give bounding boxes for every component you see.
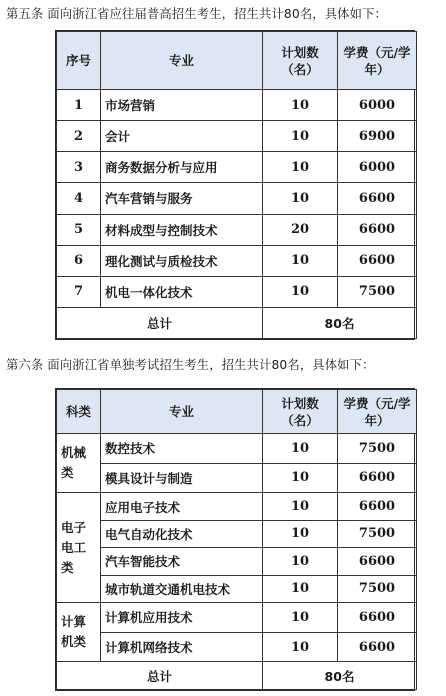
tuition-fee: 7500 <box>338 276 417 307</box>
total-row <box>57 307 417 338</box>
major-name: 市场营销 <box>101 90 263 121</box>
column-header-plan: 计划数（名） <box>263 32 338 90</box>
table-row <box>57 245 417 276</box>
row-number: 7 <box>57 276 101 307</box>
total-value: 80名 <box>263 662 417 690</box>
tuition-fee: 6600 <box>338 632 417 662</box>
major-name: 会计 <box>101 121 263 152</box>
column-header-no: 序号 <box>57 32 101 90</box>
tuition-fee: 6600 <box>338 183 417 214</box>
plan-count: 10 <box>263 121 338 152</box>
category-name: 电子电工类 <box>57 493 101 603</box>
major-name: 材料成型与控制技术 <box>101 214 263 245</box>
column-header-fee: 学费（元/学年） <box>338 390 417 434</box>
table-row <box>57 183 417 214</box>
table-row <box>57 90 417 121</box>
plan-count: 10 <box>263 520 338 547</box>
tuition-fee: 6600 <box>338 214 417 245</box>
major-name: 应用电子技术 <box>101 493 263 520</box>
plan-count: 10 <box>263 90 338 121</box>
total-label: 总计 <box>57 307 263 338</box>
plan-count: 20 <box>263 214 338 245</box>
column-header-major: 专业 <box>101 390 263 434</box>
tuition-fee: 6600 <box>338 245 417 276</box>
major-name: 数控技术 <box>101 434 263 464</box>
section6-table <box>55 388 415 691</box>
total-label: 总计 <box>57 662 263 690</box>
table-row <box>57 548 417 575</box>
table-row <box>57 575 417 602</box>
table-row <box>57 121 417 152</box>
total-value: 80名 <box>263 307 417 338</box>
table-row <box>57 632 417 662</box>
major-name: 理化测试与质检技术 <box>101 245 263 276</box>
plan-count: 10 <box>263 548 338 575</box>
table-row <box>57 152 417 183</box>
tuition-fee: 7500 <box>338 434 417 464</box>
plan-count: 10 <box>263 183 338 214</box>
major-name: 计算机应用技术 <box>101 603 263 633</box>
row-number: 2 <box>57 121 101 152</box>
row-number: 3 <box>57 152 101 183</box>
tuition-fee: 6600 <box>338 463 417 493</box>
major-name: 汽车营销与服务 <box>101 183 263 214</box>
table-row <box>57 520 417 547</box>
tuition-fee: 6000 <box>338 152 417 183</box>
row-number: 5 <box>57 214 101 245</box>
plan-count: 10 <box>263 603 338 633</box>
total-row <box>57 662 417 690</box>
tuition-fee: 6900 <box>338 121 417 152</box>
column-header-category: 科类 <box>57 390 101 434</box>
table-row <box>57 434 417 464</box>
major-name: 商务数据分析与应用 <box>101 152 263 183</box>
table-row <box>57 276 417 307</box>
row-number: 6 <box>57 245 101 276</box>
category-name: 计算机类 <box>57 603 101 662</box>
tuition-fee: 6600 <box>338 493 417 520</box>
plan-count: 10 <box>263 575 338 602</box>
plan-count: 10 <box>263 493 338 520</box>
table-row <box>57 463 417 493</box>
column-header-fee: 学费（元/学年） <box>338 32 417 90</box>
category-name: 机械类 <box>57 434 101 493</box>
row-number: 4 <box>57 183 101 214</box>
row-number: 1 <box>57 90 101 121</box>
section6-heading: 第六条 面向浙江省单独考试招生考生，招生共计80名，具体如下： <box>6 358 375 372</box>
tuition-fee: 6600 <box>338 603 417 633</box>
plan-count: 10 <box>263 632 338 662</box>
table-row <box>57 603 417 633</box>
plan-count: 10 <box>263 463 338 493</box>
tuition-fee: 6600 <box>338 548 417 575</box>
major-name: 电气自动化技术 <box>101 520 263 547</box>
table-row <box>57 493 417 520</box>
major-name: 城市轨道交通机电技术 <box>101 575 263 602</box>
table-row <box>57 214 417 245</box>
tuition-fee: 7500 <box>338 575 417 602</box>
major-name: 模具设计与制造 <box>101 463 263 493</box>
major-name: 汽车智能技术 <box>101 548 263 575</box>
column-header-major: 专业 <box>101 32 263 90</box>
major-name: 机电一体化技术 <box>101 276 263 307</box>
plan-count: 10 <box>263 152 338 183</box>
plan-count: 10 <box>263 434 338 464</box>
tuition-fee: 7500 <box>338 520 417 547</box>
table-header-row <box>57 32 417 90</box>
column-header-plan: 计划数（名） <box>263 390 338 434</box>
section5-table <box>55 30 415 340</box>
major-name: 计算机网络技术 <box>101 632 263 662</box>
table-header-row <box>57 390 417 434</box>
section5-heading: 第五条 面向浙江省应往届普高招生考生，招生共计80名，具体如下： <box>6 7 387 21</box>
plan-count: 10 <box>263 245 338 276</box>
tuition-fee: 6000 <box>338 90 417 121</box>
plan-count: 10 <box>263 276 338 307</box>
